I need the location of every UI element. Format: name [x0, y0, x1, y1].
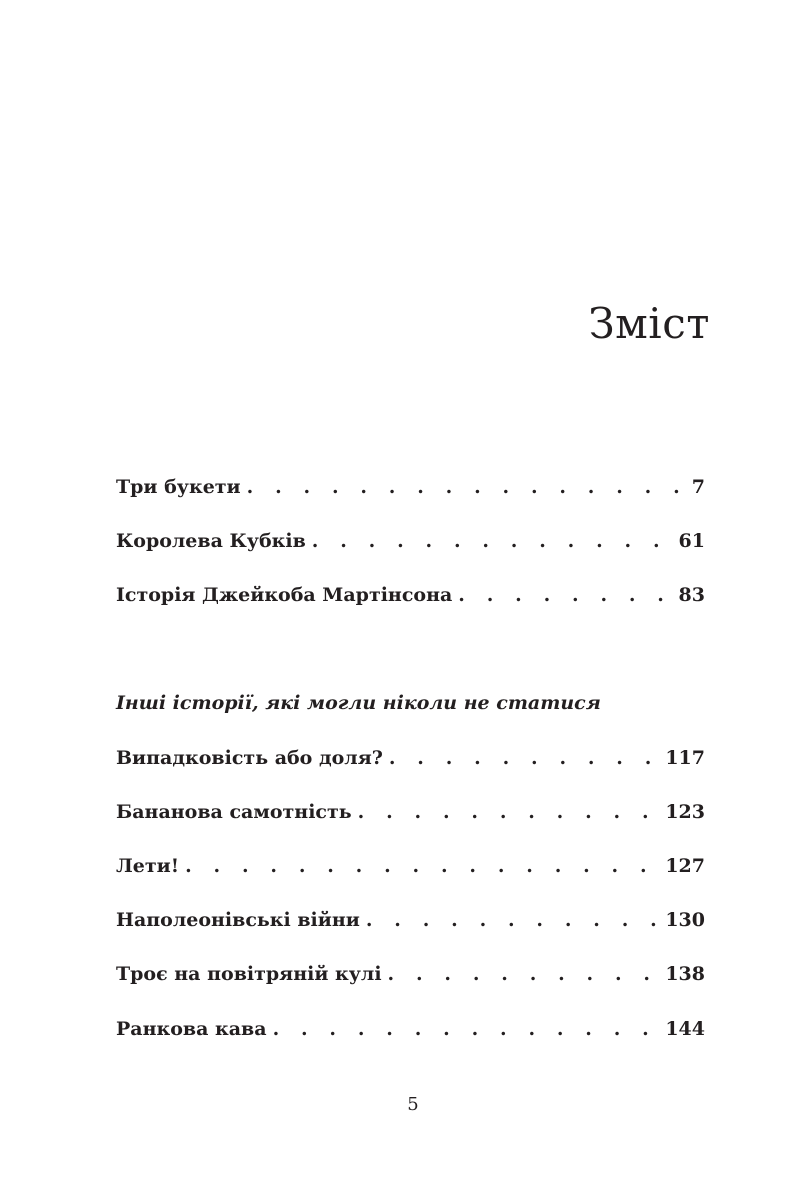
section-heading: Інші історії, які могли ніколи не статися [116, 692, 601, 714]
toc-entry-page-number: 61 [678, 530, 705, 552]
dot-leader [185, 853, 659, 879]
toc-entry[interactable] [116, 907, 705, 933]
toc-entry-page-number: 144 [665, 1018, 705, 1040]
toc-entry[interactable] [116, 582, 705, 608]
toc-entry[interactable] [116, 745, 705, 771]
toc-entry[interactable] [116, 1016, 705, 1042]
toc-entry-page-number: 7 [691, 476, 705, 498]
toc-entry-title: Лети! [116, 855, 180, 877]
toc-entry-page-number: 127 [665, 855, 705, 877]
toc-entry[interactable] [116, 474, 705, 500]
toc-entry-page-number: 123 [665, 801, 705, 823]
dot-leader [458, 582, 672, 608]
dot-leader [388, 961, 660, 987]
toc-entry-page-number: 117 [665, 747, 705, 769]
dot-leader [273, 1016, 660, 1042]
toc-entry[interactable] [116, 528, 705, 554]
toc-entry[interactable] [116, 853, 705, 879]
toc-entry-title: Три букети [116, 476, 241, 498]
toc-entry-title: Троє на повітряній кулі [116, 963, 382, 985]
page-number: 5 [407, 1094, 419, 1115]
dot-leader [312, 528, 673, 554]
toc-entry-title: Наполеонівські війни [116, 909, 360, 931]
dot-leader [247, 474, 686, 500]
toc-entry-page-number: 83 [678, 584, 705, 606]
toc-entry-title: Випадковість або доля? [116, 747, 383, 769]
toc-entry-title: Бананова самотність [116, 801, 352, 823]
toc-entry-page-number: 130 [665, 909, 705, 931]
dot-leader [389, 745, 659, 771]
toc-entry[interactable] [116, 961, 705, 987]
dot-leader [366, 907, 659, 933]
toc-entry[interactable] [116, 799, 705, 825]
toc-entry-title: Королева Кубків [116, 530, 306, 552]
page-title: Зміст [588, 299, 710, 348]
toc-entry-title: Ранкова кава [116, 1018, 267, 1040]
toc-entry-title: Історія Джейкоба Мартінсона [116, 584, 453, 606]
toc-entry-page-number: 138 [665, 963, 705, 985]
dot-leader [358, 799, 660, 825]
